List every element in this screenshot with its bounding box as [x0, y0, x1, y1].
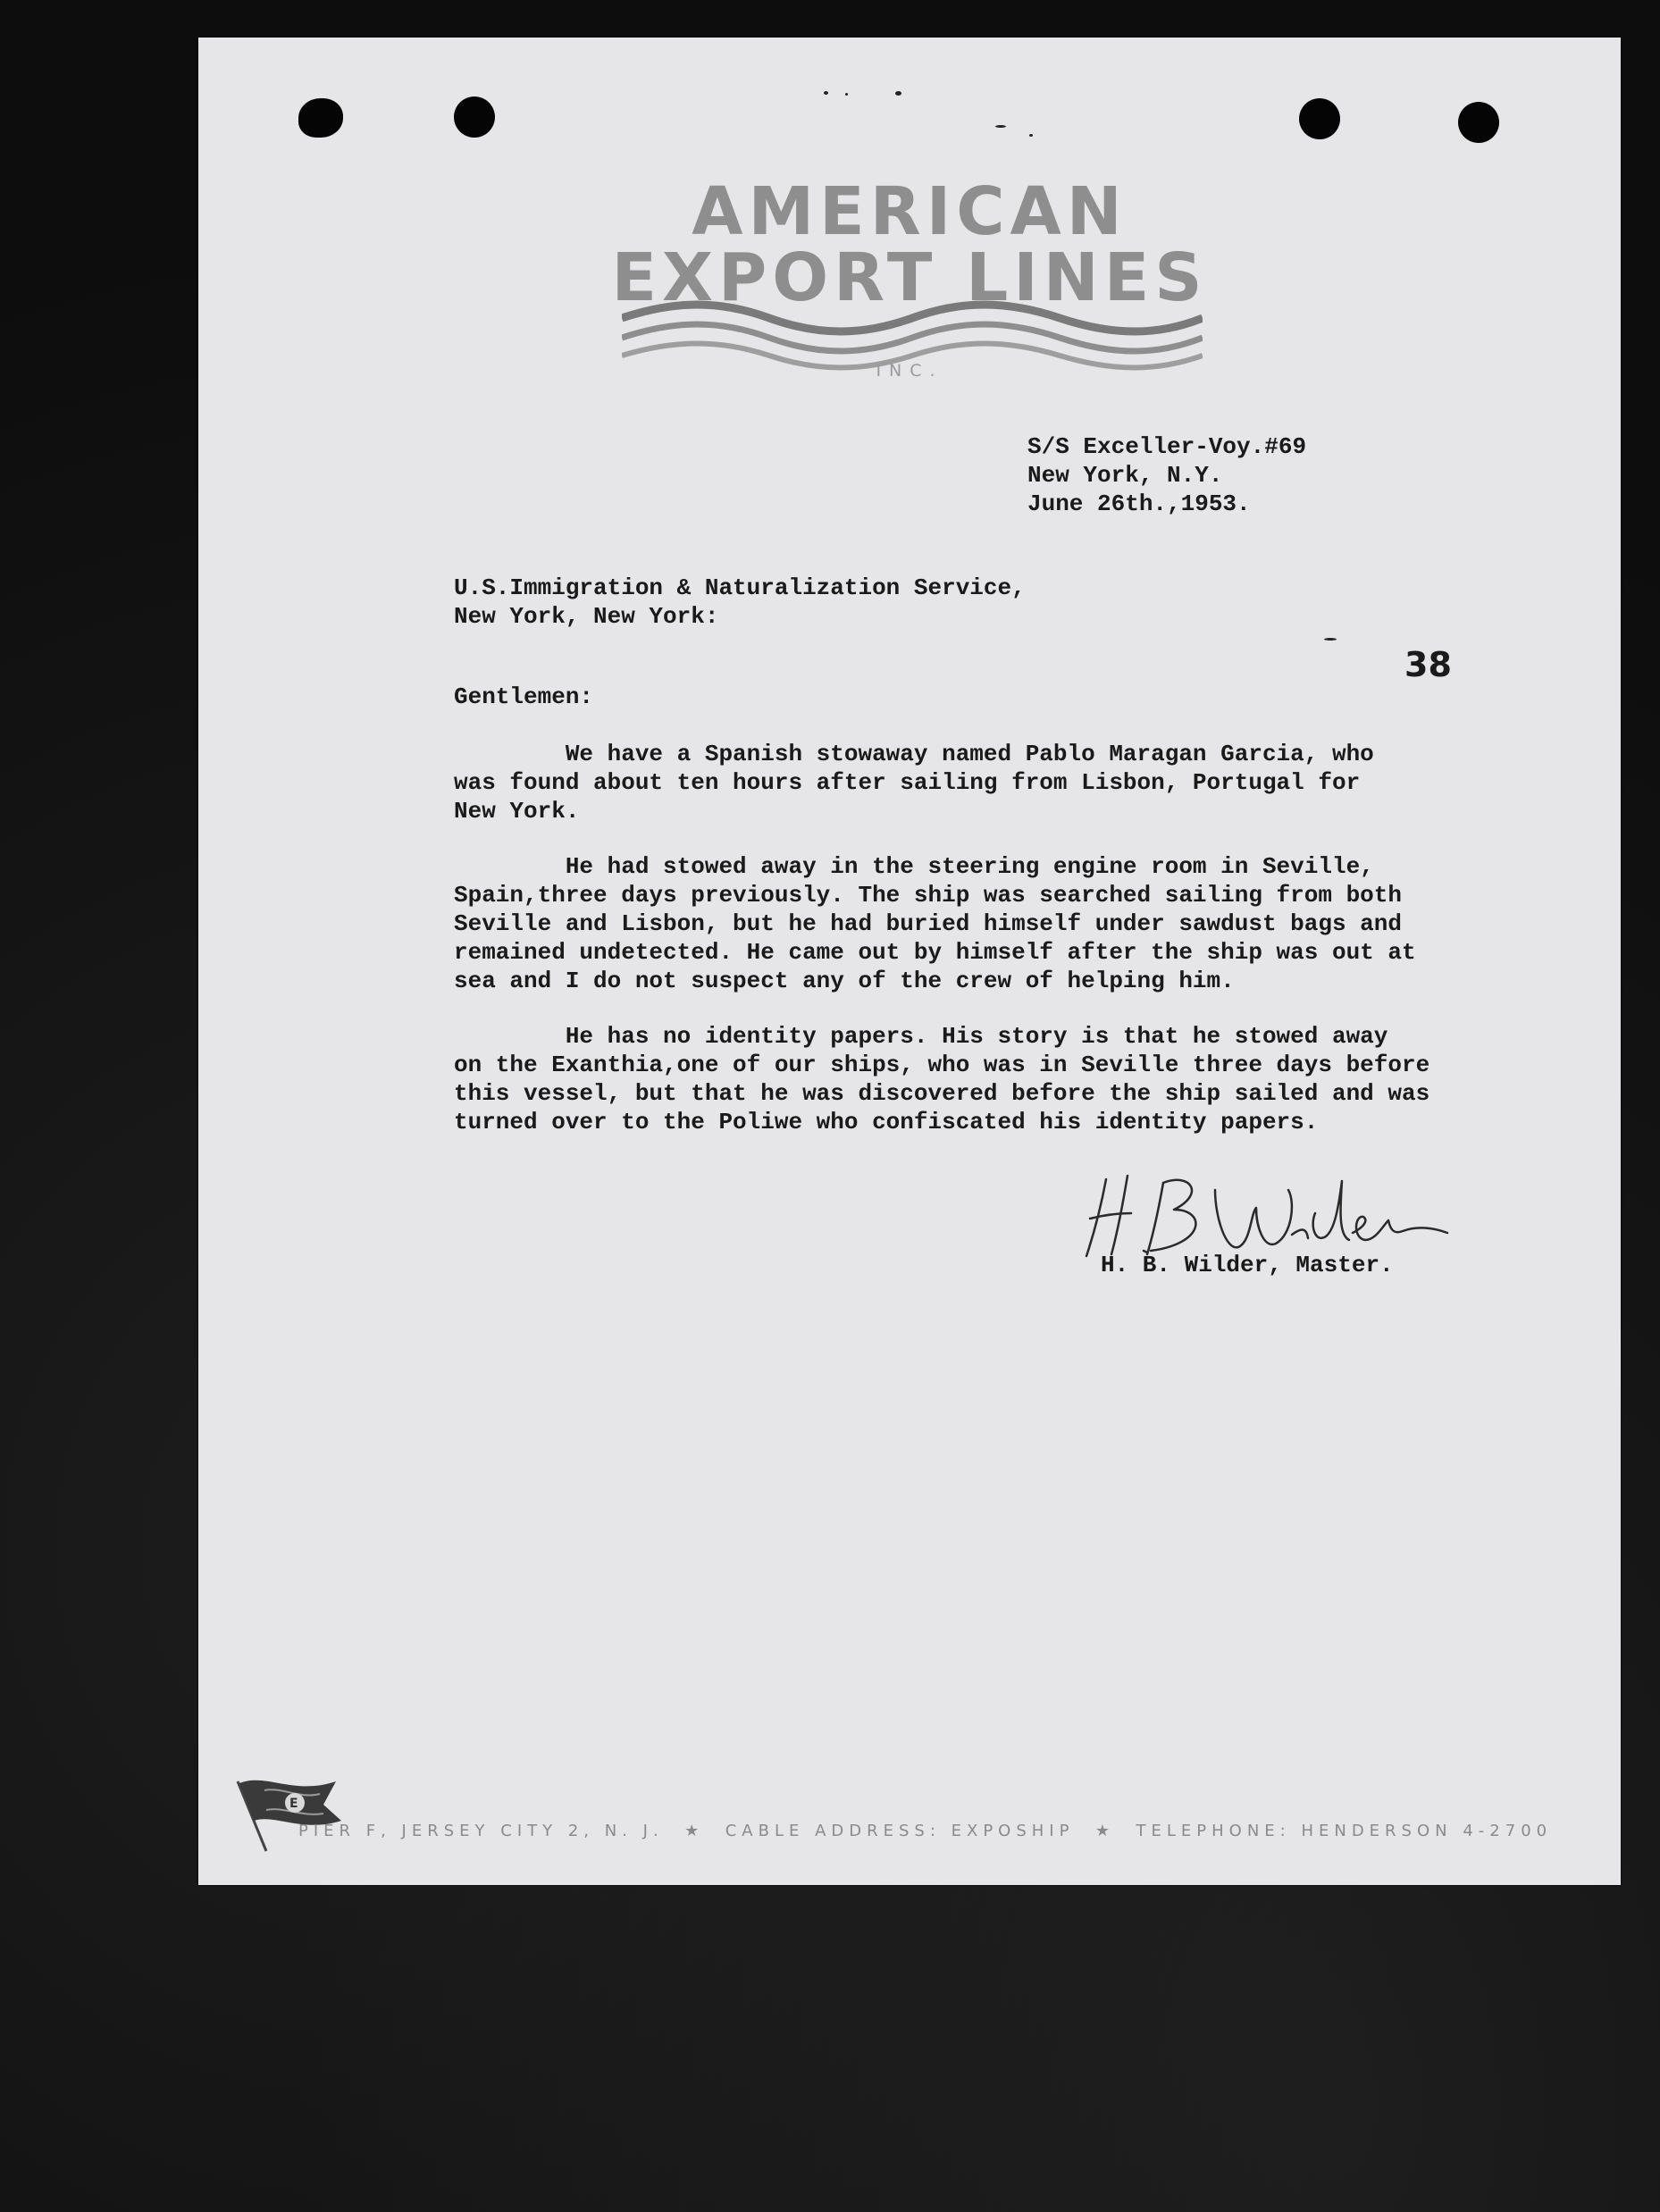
punch-hole-1: [298, 98, 343, 138]
speck: [824, 91, 828, 95]
letter-date: June 26th.,1953.: [1027, 490, 1251, 517]
body-line: on the Exanthia,one of our ships, who was in Seville three days before: [454, 1052, 1430, 1078]
letterhead-inc: INC.: [876, 361, 943, 381]
body-line: remained undetected. He came out by himself after the ship was out at: [454, 939, 1416, 966]
speck: [995, 125, 1006, 128]
recipient-line1: U.S.Immigration & Naturalization Service,: [454, 574, 1026, 601]
typed-signature: H. B. Wilder, Master.: [1101, 1252, 1394, 1278]
body-line: this vessel, but that he was discovered before the ship sailed and was: [454, 1080, 1430, 1107]
body-line: New York.: [454, 798, 580, 825]
salutation: Gentlemen:: [454, 683, 594, 710]
letter-sheet: [198, 38, 1621, 1885]
letterhead-company-line1: AMERICAN: [692, 173, 1128, 250]
body-line: He had stowed away in the steering engine room in Seville,: [454, 853, 1374, 880]
letterhead-footer-address: PIER F, JERSEY CITY 2, N. J. ★ CABLE ADDRESS: EXPOSHIP ★ TELEPHONE: HENDERSON 4-2700: [298, 1822, 1553, 1840]
company-flag-icon: [231, 1769, 347, 1856]
recipient-line2: New York, New York:: [454, 603, 719, 630]
punch-hole-3: [1299, 98, 1340, 139]
ship-voyage: S/S Exceller-Voy.#69: [1027, 433, 1307, 460]
body-line: Seville and Lisbon, but he had buried himself under sawdust bags and: [454, 910, 1402, 937]
speck: [845, 93, 848, 96]
speck: [895, 91, 901, 96]
speck: [1324, 638, 1337, 641]
punch-hole-4: [1458, 102, 1499, 143]
letterhead-company-line2: EXPORT LINES: [611, 239, 1208, 316]
punch-hole-2: [454, 96, 495, 138]
body-line: turned over to the Poliwe who confiscated his identity papers.: [454, 1109, 1319, 1135]
svg-text:E: E: [289, 1797, 298, 1811]
body-line: We have a Spanish stowaway named Pablo Maragan Garcia, who: [454, 741, 1374, 767]
body-line: He has no identity papers. His story is that he stowed away: [454, 1023, 1388, 1050]
body-line: was found about ten hours after sailing from Lisbon, Portugal for: [454, 769, 1361, 796]
body-line: Spain,three days previously. The ship was searched sailing from both: [454, 882, 1402, 909]
speck: [1029, 134, 1033, 137]
body-line: sea and I do not suspect any of the crew of helping him.: [454, 968, 1235, 994]
city-line: New York, N.Y.: [1027, 462, 1223, 489]
page-number: 38: [1404, 645, 1452, 684]
